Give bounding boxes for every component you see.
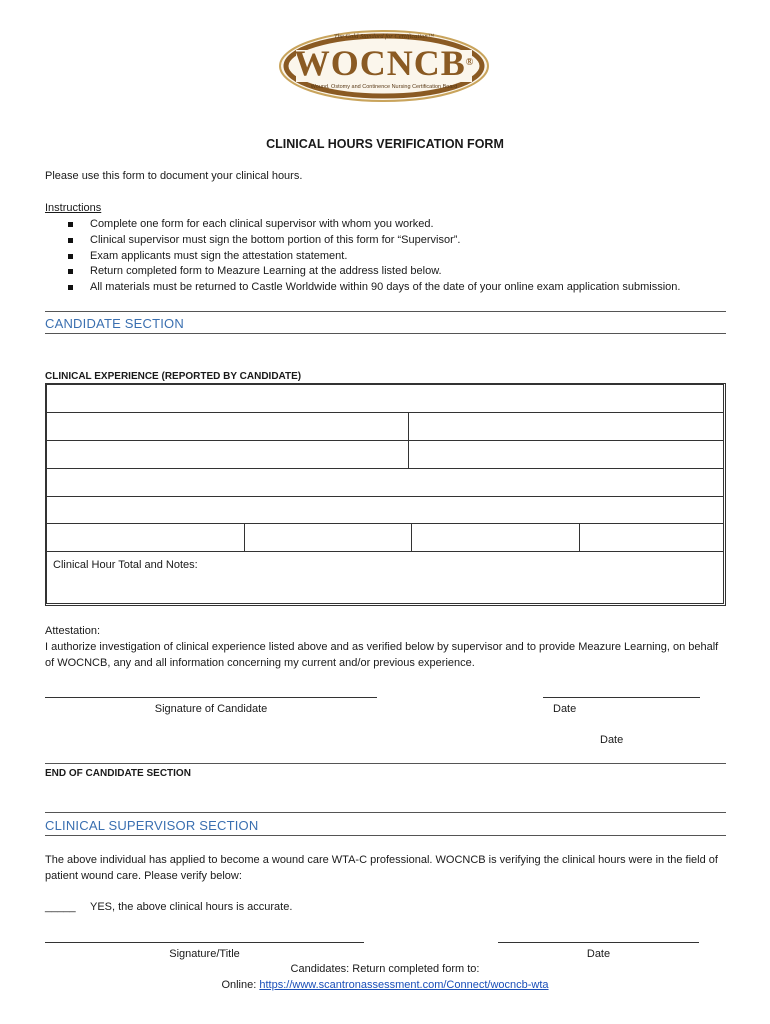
supervisor-section-title: CLINICAL SUPERVISOR SECTION bbox=[45, 818, 259, 833]
candidate-signature-line[interactable] bbox=[45, 697, 377, 698]
yes-text: YES, the above clinical hours is accurate. bbox=[90, 901, 293, 913]
instruction-item: Return completed form to Meazure Learning at the address listed below. bbox=[68, 264, 680, 280]
logo-tagline: The Gold Standard for Certification™ bbox=[333, 33, 435, 40]
divider bbox=[45, 311, 726, 312]
supervisor-text: The above individual has applied to become a wound care WTA-C professional. WOCNCB is verifying the clinical hours were in the field of patient wound care. Please verify below: bbox=[45, 854, 718, 882]
experience-field-row-2-right[interactable] bbox=[408, 412, 724, 441]
experience-field-row-5[interactable] bbox=[46, 496, 724, 524]
instruction-item: Complete one form for each clinical supervisor with whom you worked. bbox=[68, 217, 680, 233]
logo-subtitle: Wound, Ostomy and Continence Nursing Certification Board bbox=[310, 84, 458, 90]
end-candidate-section: END OF CANDIDATE SECTION bbox=[45, 768, 191, 779]
experience-field-row-3-right[interactable] bbox=[408, 440, 724, 469]
clinical-experience-table bbox=[45, 383, 726, 606]
logo-name: WOCNCB® bbox=[293, 43, 475, 83]
attestation-text: I authorize investigation of clinical experience listed above and as verified below by supervisor and to provide Meazure Learning, on behalf of WOCNCB, any and all information concerning my current and/or previous experience. bbox=[45, 641, 719, 669]
online-label: Online: bbox=[221, 979, 257, 991]
return-url-link[interactable]: https://www.scantronassessment.com/Connect/wocncb-wta bbox=[259, 979, 549, 991]
divider bbox=[45, 835, 726, 836]
bullet-icon bbox=[68, 285, 73, 290]
bullet-icon bbox=[68, 238, 73, 243]
divider bbox=[45, 333, 726, 334]
bullet-icon bbox=[68, 269, 73, 274]
candidate-date-line[interactable] bbox=[543, 697, 700, 698]
experience-field-row-6-col-3[interactable] bbox=[411, 523, 580, 552]
bullet-icon bbox=[68, 222, 73, 227]
experience-field-row-2-left[interactable] bbox=[46, 412, 409, 441]
candidate-section-title: CANDIDATE SECTION bbox=[45, 316, 184, 331]
notes-label: Clinical Hour Total and Notes: bbox=[53, 559, 198, 571]
supervisor-signature-label: Signature/Title bbox=[169, 948, 240, 960]
instruction-item: All materials must be returned to Castle Worldwide within 90 days of the date of your online exam application submission. bbox=[68, 280, 680, 296]
candidate-date-label-2: Date bbox=[600, 734, 624, 746]
bullet-icon bbox=[68, 254, 73, 259]
supervisor-signature-line[interactable] bbox=[45, 942, 364, 943]
intro-text: Please use this form to document your clinical hours. bbox=[45, 170, 303, 182]
attestation-label: Attestation: bbox=[45, 625, 101, 637]
instruction-item: Clinical supervisor must sign the bottom portion of this form for “Supervisor”. bbox=[68, 233, 680, 249]
experience-field-row-6-col-1[interactable] bbox=[46, 523, 245, 552]
candidate-date-label: Date bbox=[553, 703, 577, 715]
instructions-heading: Instructions bbox=[45, 202, 102, 214]
yes-blank[interactable]: _____ bbox=[45, 901, 76, 913]
experience-field-row-6-col-2[interactable] bbox=[244, 523, 412, 552]
experience-field-row-3-left[interactable] bbox=[46, 440, 409, 469]
wocncb-logo bbox=[276, 28, 492, 104]
divider bbox=[45, 812, 726, 813]
supervisor-date-line[interactable] bbox=[498, 942, 699, 943]
supervisor-date-label: Date bbox=[586, 948, 611, 960]
instructions-list bbox=[68, 217, 680, 296]
experience-field-row-4[interactable] bbox=[46, 468, 724, 497]
return-text: Candidates: Return completed form to: bbox=[290, 963, 480, 975]
online-line bbox=[0, 979, 770, 991]
instruction-item: Exam applicants must sign the attestation statement. bbox=[68, 249, 680, 265]
experience-field-row-1[interactable] bbox=[46, 384, 724, 413]
experience-field-row-6-col-4[interactable] bbox=[579, 523, 724, 552]
clinical-experience-heading: CLINICAL EXPERIENCE (REPORTED BY CANDIDATE) bbox=[45, 371, 302, 382]
form-title: CLINICAL HOURS VERIFICATION FORM bbox=[266, 137, 504, 151]
candidate-signature-label: Signature of Candidate bbox=[154, 703, 268, 715]
divider bbox=[45, 763, 726, 764]
